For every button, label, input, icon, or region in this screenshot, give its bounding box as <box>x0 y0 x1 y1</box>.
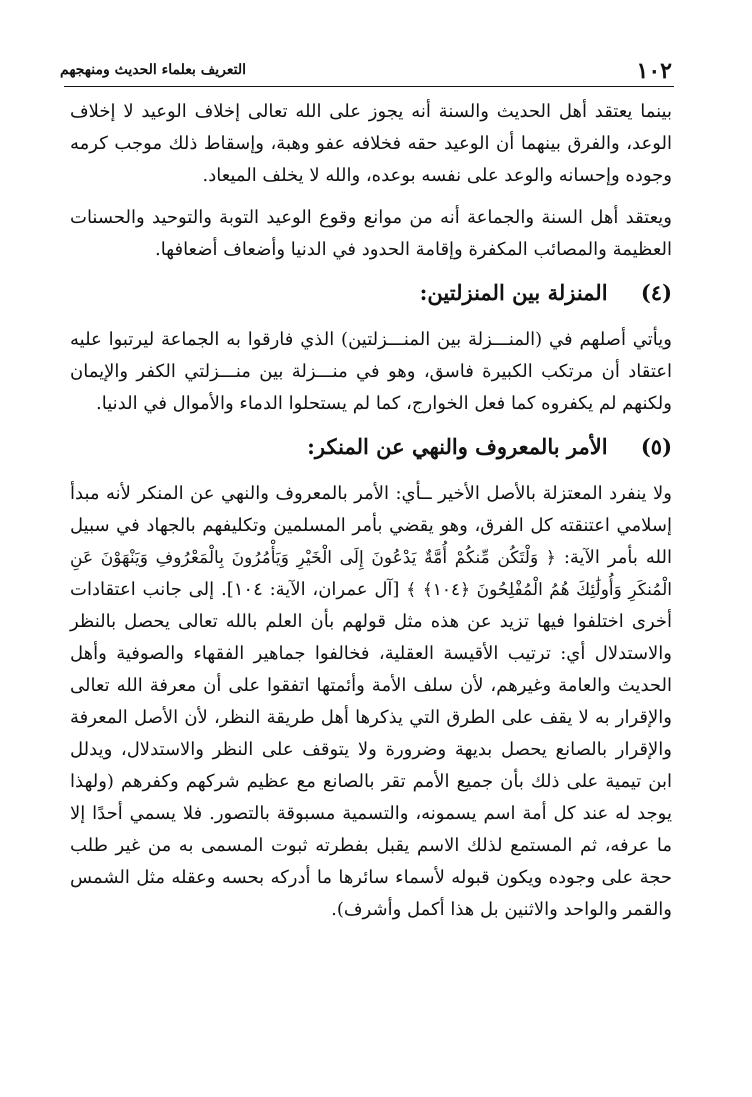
paragraph-3: ويأتي أصلهم في (المنـــزلة بين المنـــزلتين) الذي فارقوا به الجماعة ليرتبوا عليه اعتقاد أن مرتكب الكبيرة فاسق، وهو في منـــزلة بين منـــزلتي الكفر والإيمان ولكنهم لم يكفروه كما فعل الخوارج، كما لم يستحلوا الدماء والأموال في الدنيا. <box>70 329 672 414</box>
running-title: التعريف بعلماء الحديث ومنهجهم <box>60 62 247 78</box>
page-header <box>60 56 672 86</box>
paragraph-4-end: إلى جانب اعتقادات أخرى اختلفوا فيها تزيد عن هذه مثل قولهم بأن العلم بالله تعالى يحصل بالنظر والاستدلال أي: ترتيب الأقيسة العقلية، فخالفوا جماهير الفقهاء والصوفية وأهل الحديث والعامة وغيرهم، لأن سلف الأمة وأئمتها اتفقوا على أن معرفة الله تعالى والإقرار به لا يقف على الطرق التي يذكرها أهل طريقة النظر، لأن الأصل المعرفة والإقرار بالصانع يحصل بديهة وضرورة ولا يتوقف على النظر والاستدلال، ويدلل ابن تيمية على ذلك بأن جميع الأمم تقر بالصانع مع عظيم شركهم وكفرهم (ولهذا يوجد له عند كل أمة اسم يسمونه، والتسمية مسبوقة بالتصور. فلا يسمي أحدًا إلا ما عرفه، ثم المستمع لذلك الاسم يقبل بفطرته ثبوت المسمى به من غير طلب حجة على وجوده ويكون قبوله لأسماء سائرها ما أدركه بحسه وعقله مثل الشمس والقمر والواحد والاثنين بل هذا أكمل وأشرف). <box>70 579 672 920</box>
page-body <box>70 96 672 936</box>
section-title-5: الأمر بالمعروف والنهي عن المنكر: <box>307 434 608 459</box>
quran-verse: ﴿ وَلْتَكُن مِّنكُمْ أُمَّةٌ يَدْعُونَ إِلَى الْخَيْرِ وَيَأْمُرُونَ بِالْمَعْرُوفِ وَيَنْهَوْنَ عَنِ الْمُنكَرِ وَأُولَٰئِكَ هُمُ الْمُفْلِحُونَ ﴿١٠٤﴾ ﴾ <box>70 548 672 600</box>
section-number-5: (٥) <box>640 434 672 459</box>
header-rule <box>64 86 674 87</box>
paragraph-4-start: ولا ينفرد المعتزلة بالأصل الأخير ــأي: الأمر بالمعروف والنهي عن المنكر لأنه مبدأ إسلامي اعتنقته كل الفرق، وهو يقضي بأمر المسلمين وتكليفهم بالجهاد في سبيل الله بأمر الآية: <box>70 483 672 568</box>
verse-citation: [آل عمران، الآية: ١٠٤]. <box>221 579 400 600</box>
section-heading-4 <box>70 276 672 310</box>
paragraph-2: ويعتقد أهل السنة والجماعة أنه من موانع وقوع الوعيد التوبة والتوحيد والحسنات العظيمة والمصائب المكفرة وإقامة الحدود في الدنيا وأضعاف أضعافها. <box>70 207 672 260</box>
section-heading-5 <box>70 430 672 464</box>
page-number: ١٠٢ <box>636 58 672 84</box>
section-title-4: المنزلة بين المنزلتين: <box>419 280 608 305</box>
paragraph-1: بينما يعتقد أهل الحديث والسنة أنه يجوز على الله تعالى إخلاف الوعيد لا إخلاف الوعد، والفرق بينهما أن الوعيد حقه فخلافه عفو وهبة، وإسقاط ذلك موجب كرمه وجوده وإحسانه والوعد على نفسه بوعده، والله لا يخلف الميعاد. <box>70 101 672 186</box>
paragraph-4 <box>70 478 672 926</box>
section-number-4: (٤) <box>640 280 672 305</box>
